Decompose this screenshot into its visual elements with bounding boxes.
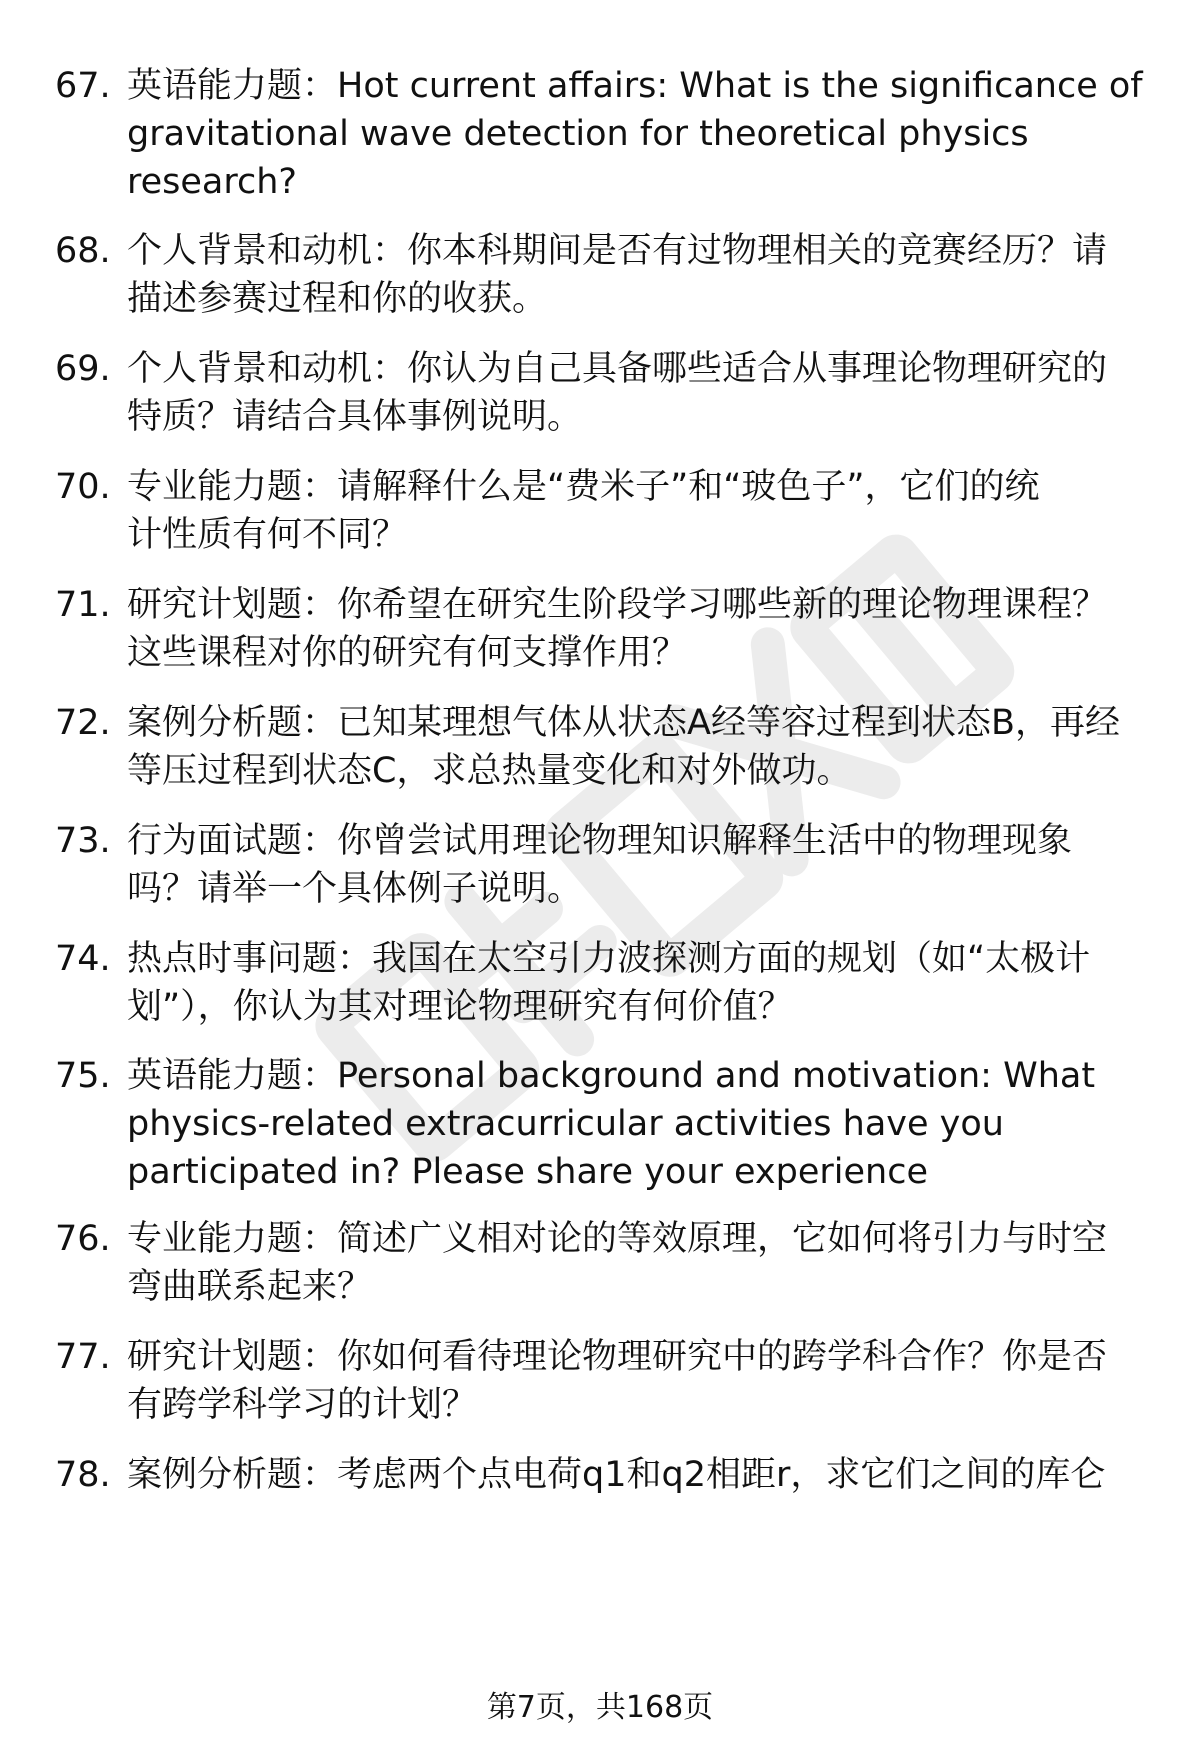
question-text: 英语能力题：Personal background and motivation: What physics-related extracurricular activities have you participated in? Please share your experience bbox=[127, 1056, 1096, 1192]
question-number: 78. bbox=[55, 1455, 111, 1495]
question-text: 英语能力题：Hot current affairs: What is the significance of gravitational wave detection for theoretical physics research? bbox=[127, 66, 1143, 202]
question-number: 73. bbox=[55, 821, 111, 861]
question-number: 77. bbox=[55, 1337, 111, 1377]
question-text: 专业能力题：请解释什么是“费米子”和“玻色子”，它们的统 计性质有何不同？ bbox=[127, 467, 1040, 555]
question-text: 热点时事问题：我国在太空引力波探测方面的规划（如“太极计 划”），你认为其对理论物理研究有何价值？ bbox=[127, 939, 1091, 1027]
question-number: 67. bbox=[55, 66, 111, 106]
question-text: 研究计划题：你希望在研究生阶段学习哪些新的理论物理课程？ 这些课程对你的研究有何支撑作用？ bbox=[127, 585, 1108, 673]
question-text: 专业能力题：简述广义相对论的等效原理，它如何将引力与时空 弯曲联系起来？ bbox=[127, 1219, 1108, 1307]
question-number: 68. bbox=[55, 231, 111, 271]
question-text: 研究计划题：你如何看待理论物理研究中的跨学科合作？你是否 有跨学科学习的计划？ bbox=[127, 1337, 1108, 1425]
question-text: 案例分析题：考虑两个点电荷q1和q2相距r，求它们之间的库仑 bbox=[127, 1455, 1106, 1495]
question-number: 75. bbox=[55, 1056, 111, 1096]
question-text: 案例分析题：已知某理想气体从状态A经等容过程到状态B，再经 等压过程到状态C，求总热量变化和对外做功。 bbox=[127, 703, 1120, 791]
question-text: 个人背景和动机：你认为自己具备哪些适合从事理论物理研究的 特质？请结合具体事例说明。 bbox=[127, 349, 1108, 437]
question-number: 71. bbox=[55, 585, 111, 625]
question-number: 74. bbox=[55, 939, 111, 979]
question-text: 行为面试题：你曾尝试用理论物理知识解释生活中的物理现象 吗？请举一个具体例子说明。 bbox=[127, 821, 1073, 909]
question-text: 个人背景和动机：你本科期间是否有过物理相关的竞赛经历？请 描述参赛过程和你的收获。 bbox=[127, 231, 1108, 319]
question-number: 76. bbox=[55, 1219, 111, 1259]
page-footer: 第7页，共168页 bbox=[486, 1690, 714, 1725]
question-number: 72. bbox=[55, 703, 111, 743]
question-number: 70. bbox=[55, 467, 111, 507]
question-number: 69. bbox=[55, 349, 111, 389]
